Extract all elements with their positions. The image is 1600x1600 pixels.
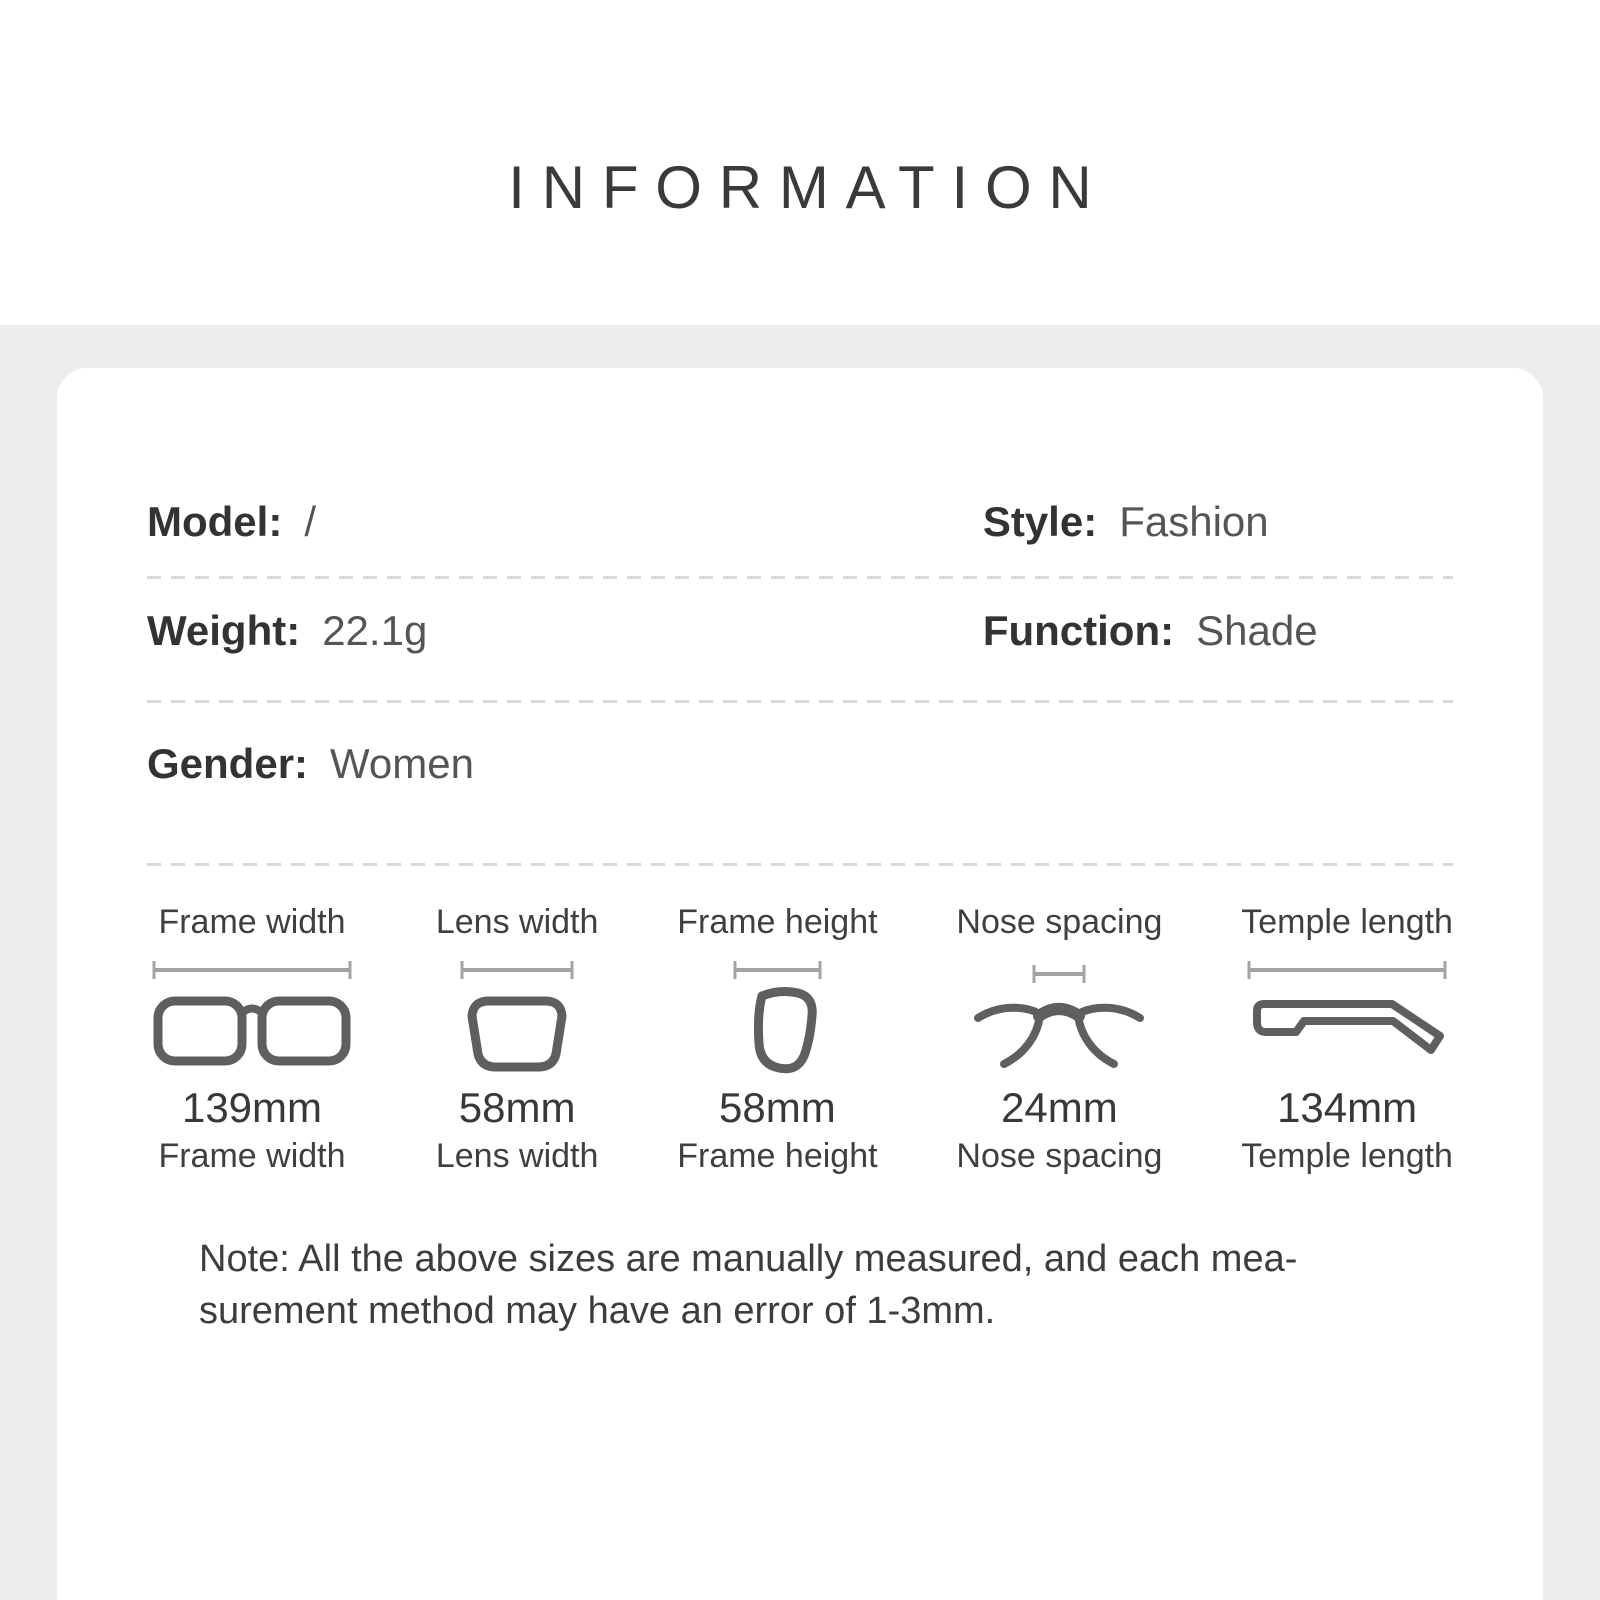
measurement-value: 24mm: [1001, 1084, 1118, 1131]
spec-row-3: [147, 738, 1453, 790]
measurement-value: 58mm: [458, 1084, 576, 1131]
measurement-label: Frame height: [677, 903, 878, 941]
spec-gender: [147, 738, 983, 790]
spec-weight-value: 22.1g: [322, 607, 428, 654]
spec-gender-label: Gender:: [147, 740, 309, 787]
measurement-frame-width: [147, 900, 357, 1178]
measurement-value: 139mm: [181, 1084, 323, 1131]
measurement-sublabel: Frame width: [158, 1137, 346, 1175]
measurement-nose-spacing: [956, 900, 1162, 1178]
spec-row-1: [147, 496, 1453, 548]
note-line-2: surement method may have an error of 1-3mm.: [199, 1290, 996, 1332]
spec-list: [147, 368, 1453, 866]
spec-gender-value: Women: [330, 740, 474, 787]
gray-band: [0, 325, 1600, 1600]
measurement-frame-height: [677, 900, 877, 1178]
spec-weight: [147, 605, 983, 657]
measurements-row: [147, 900, 1453, 1178]
spec-weight-label: Weight:: [147, 607, 301, 654]
measurement-lens-width: [436, 900, 599, 1178]
note-line-1: Note: All the above sizes are manually measured, and each mea-: [199, 1238, 1298, 1280]
measurement-label: Lens width: [435, 903, 599, 941]
spec-function: [983, 605, 1453, 657]
nose-spacing-icon: [964, 956, 1154, 1078]
lens-width-icon: [442, 956, 592, 1078]
measurement-sublabel: Frame height: [677, 1137, 878, 1175]
spec-style-value: Fashion: [1119, 498, 1269, 545]
dashed-divider: [147, 863, 1453, 866]
measurement-temple-length: [1241, 900, 1453, 1178]
measurement-sublabel: Nose spacing: [956, 1137, 1163, 1175]
info-card: [57, 368, 1543, 1600]
spec-row-2: [147, 605, 1453, 657]
page-title: INFORMATION: [508, 154, 1109, 221]
dashed-divider: [147, 576, 1453, 579]
spec-style: [983, 496, 1453, 548]
measurement-label: Temple length: [1241, 903, 1453, 941]
spec-model: [147, 496, 983, 548]
frame-width-icon: [147, 956, 357, 1078]
spec-model-value: /: [304, 498, 316, 545]
measurement-sublabel: Temple length: [1241, 1137, 1453, 1175]
dashed-divider: [147, 700, 1453, 703]
measurement-value: 134mm: [1277, 1084, 1418, 1131]
spec-model-label: Model:: [147, 498, 283, 545]
spec-function-label: Function:: [982, 607, 1175, 654]
spec-function-value: Shade: [1196, 607, 1318, 654]
note-text: [147, 1233, 1453, 1337]
measurement-value: 58mm: [719, 1084, 836, 1131]
measurement-sublabel: Lens width: [435, 1137, 599, 1175]
measurement-label: Frame width: [158, 903, 346, 941]
measurement-label: Nose spacing: [956, 903, 1163, 941]
spec-style-label: Style:: [982, 498, 1098, 545]
temple-length-icon: [1242, 956, 1452, 1078]
frame-height-icon: [702, 956, 852, 1078]
